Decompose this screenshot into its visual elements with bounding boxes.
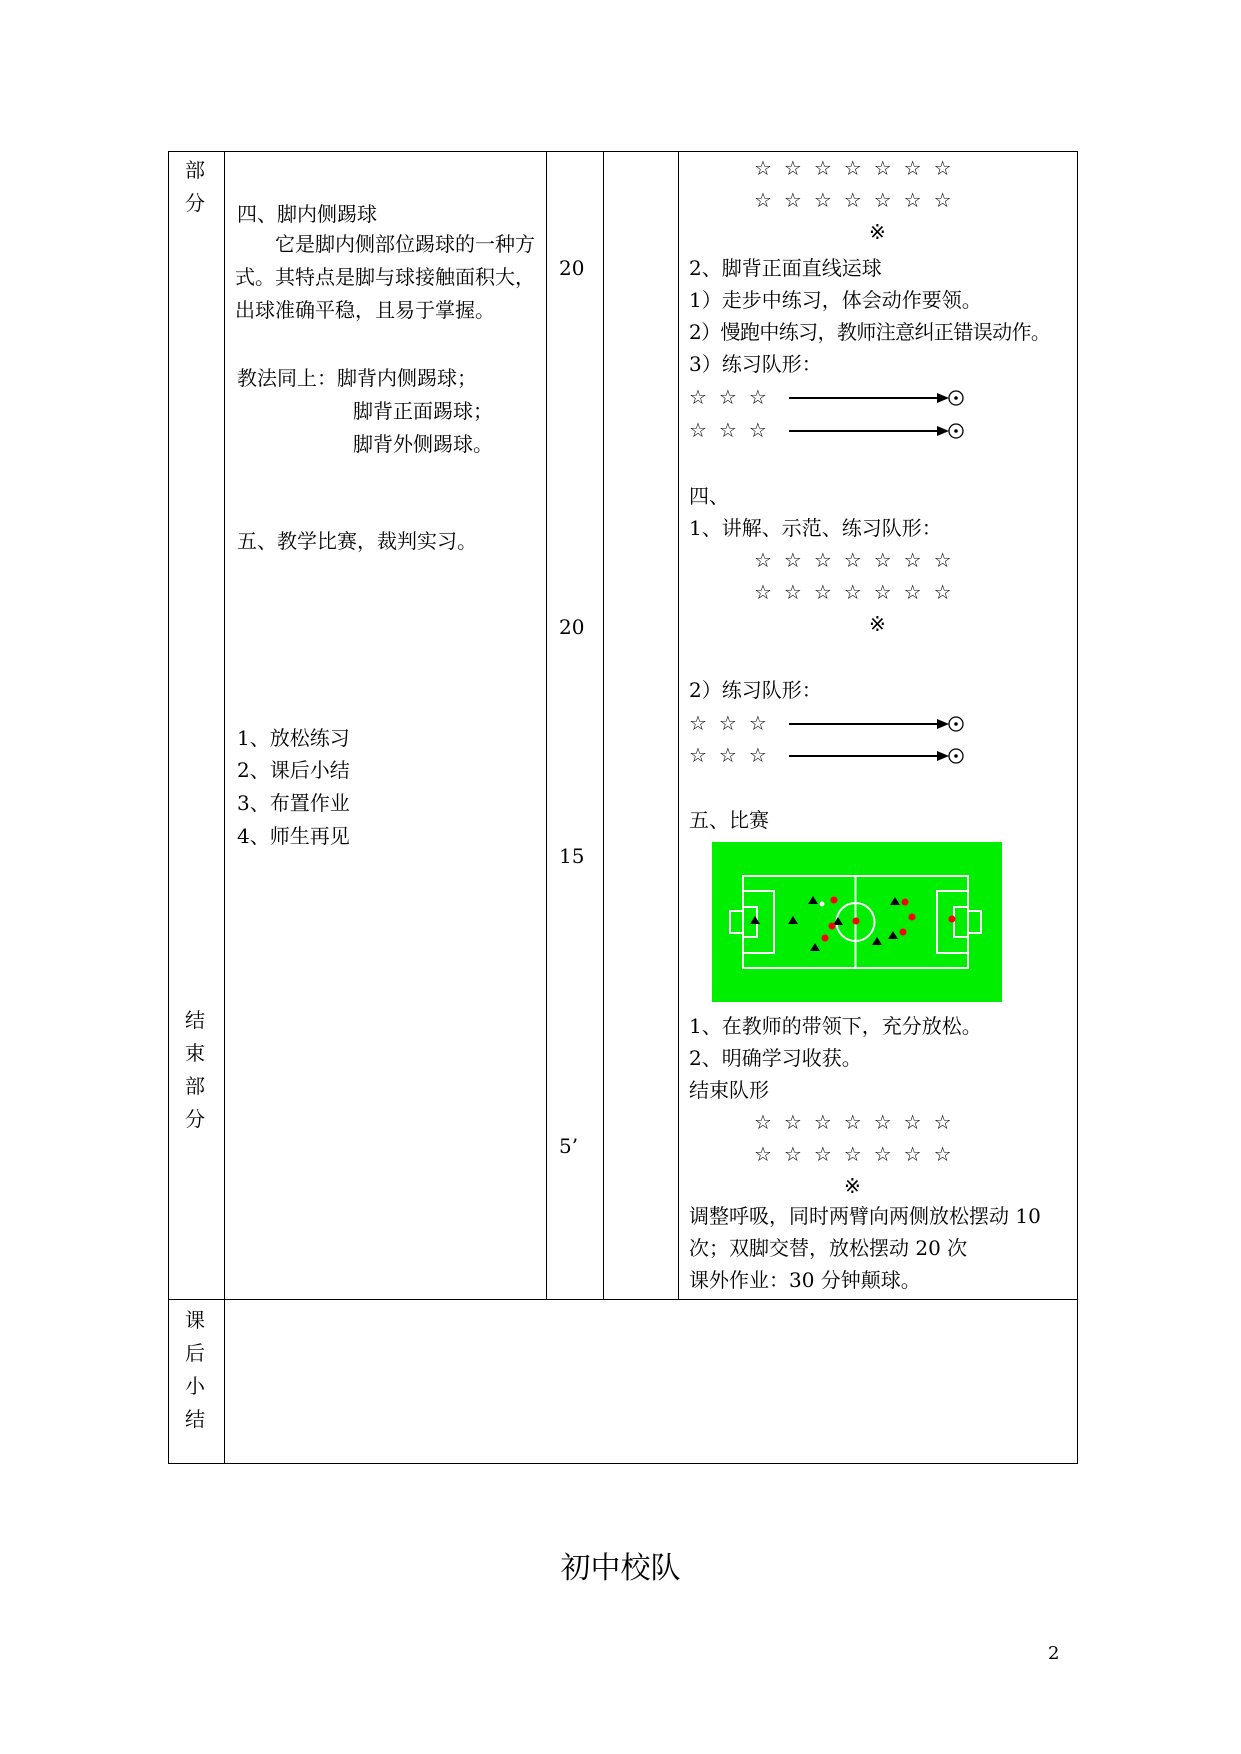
formation-row-1: ☆☆☆☆☆☆☆ xyxy=(754,156,964,180)
teacher-mark: ※ xyxy=(869,220,886,244)
end-item-1: 1、放松练习 xyxy=(237,726,350,750)
ball-icon xyxy=(820,902,825,907)
arrow-to-ball-icon xyxy=(789,745,969,767)
formation-row-6: ☆☆☆☆☆☆☆ xyxy=(754,1142,964,1166)
teacher-mark: ※ xyxy=(869,612,886,636)
main-row xyxy=(169,152,1078,1300)
page-number: 2 xyxy=(1048,1643,1060,1664)
section-label-top: 部分 xyxy=(185,158,205,215)
section-label-end: 结束部分 xyxy=(185,1008,205,1131)
formation-row-3: ☆☆☆☆☆☆☆ xyxy=(754,548,964,572)
dribble-title: 2、脚背正面直线运球 xyxy=(689,256,882,280)
homework-note: 课外作业：30 分钟颠球。 xyxy=(689,1268,921,1292)
section4-description: 它是脚内侧部位踢球的一种方式。其特点是脚与球接触面积大，出球准确平稳，且易于掌握。 xyxy=(235,232,535,322)
content-cell xyxy=(225,152,547,1300)
three-stars: ☆☆☆ xyxy=(689,385,779,409)
end-item-2: 2、课后小结 xyxy=(237,758,350,782)
pitch-icon xyxy=(712,842,1002,1002)
dribble-step-1: 1）走步中练习，体会动作要领。 xyxy=(689,288,982,312)
formation-row-2: ☆☆☆☆☆☆☆ xyxy=(754,188,964,212)
team-title: 初中校队 xyxy=(560,1551,681,1586)
time-cell xyxy=(547,152,604,1300)
method-line-1: 教法同上：脚背内侧踢球； xyxy=(237,366,477,390)
section4-title: 四、脚内侧踢球 xyxy=(237,202,377,226)
summary-label-cell xyxy=(169,1300,225,1464)
organization-cell xyxy=(679,152,1078,1300)
blank-cell xyxy=(604,152,679,1300)
method-line-2: 脚背正面踢球； xyxy=(353,399,493,423)
formation-row-5: ☆☆☆☆☆☆☆ xyxy=(754,1110,964,1134)
arrow-to-ball-icon xyxy=(789,713,969,735)
three-stars: ☆☆☆ xyxy=(689,743,779,767)
section4-formation-title: 1、讲解、示范、练习队形： xyxy=(689,516,942,540)
dribble-step-3: 3）练习队形： xyxy=(689,352,822,376)
section-label-cell xyxy=(169,152,225,1300)
method-line-3: 脚背外侧踢球。 xyxy=(353,432,493,456)
formation-row-4: ☆☆☆☆☆☆☆ xyxy=(754,580,964,604)
section5-heading: 五、比赛 xyxy=(689,808,769,832)
teacher-mark: ※ xyxy=(844,1174,861,1198)
end-note-4: 调整呼吸，同时两臂向两侧放松摆动 10 次；双脚交替，放松摆动 20 次 xyxy=(689,1204,1041,1260)
end-item-3: 3、布置作业 xyxy=(237,791,350,815)
three-stars: ☆☆☆ xyxy=(689,711,779,735)
summary-row xyxy=(169,1300,1078,1464)
section5-title: 五、教学比赛，裁判实习。 xyxy=(237,529,477,553)
end-formation-label: 结束队形 xyxy=(689,1078,769,1102)
time-section4: 20 xyxy=(559,256,585,280)
dribble-step-2: 2）慢跑中练习，教师注意纠正错误动作。 xyxy=(689,320,1051,344)
section4-heading: 四、 xyxy=(689,484,729,508)
three-stars: ☆☆☆ xyxy=(689,418,779,442)
end-note-2: 2、明确学习收获。 xyxy=(689,1046,862,1070)
summary-content-cell xyxy=(225,1300,1078,1464)
end-item-4: 4、师生再见 xyxy=(237,824,350,848)
time-end-1: 15 xyxy=(559,844,585,868)
summary-label: 课后小结 xyxy=(185,1308,205,1431)
time-end-2: 5’ xyxy=(559,1134,579,1158)
section4-practice-title: 2）练习队形： xyxy=(689,678,822,702)
arrow-to-ball-icon xyxy=(789,420,969,442)
time-section5: 20 xyxy=(559,615,585,639)
football-pitch-diagram xyxy=(712,842,1002,1002)
end-note-1: 1、在教师的带领下，充分放松。 xyxy=(689,1014,982,1038)
lesson-plan-table xyxy=(168,151,1078,1464)
arrow-to-ball-icon xyxy=(789,387,969,409)
